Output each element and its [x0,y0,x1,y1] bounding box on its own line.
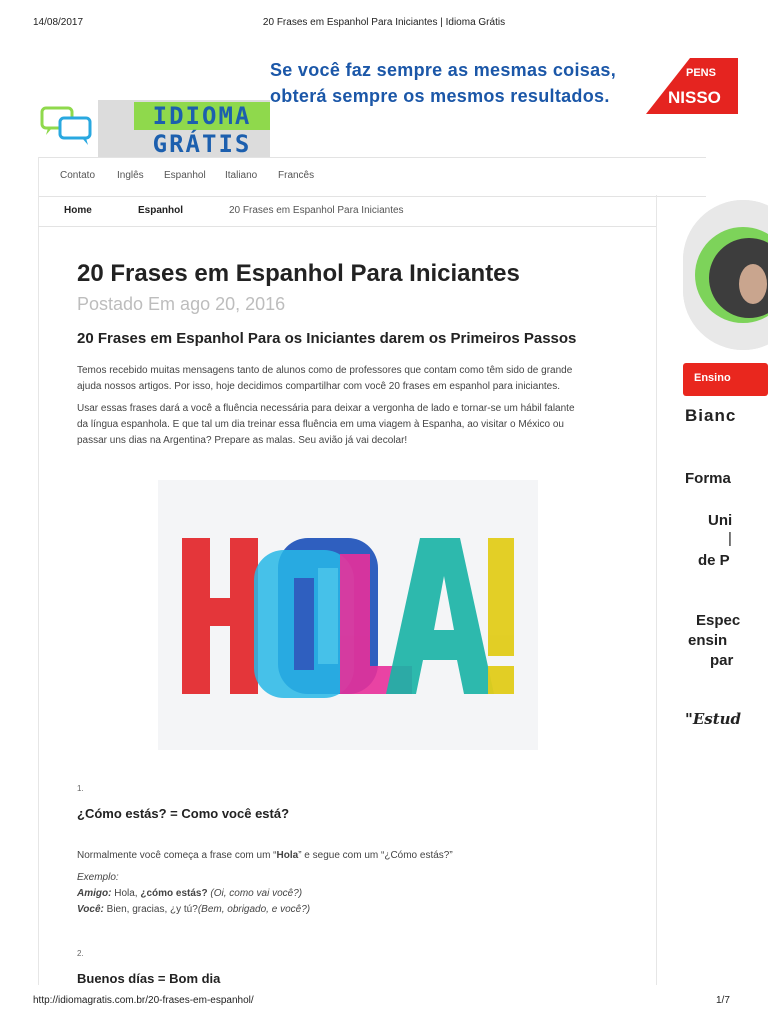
breadcrumb-home[interactable]: Home [64,205,92,216]
nav-item-contato[interactable]: Contato [60,170,96,181]
author-avatar[interactable] [683,200,768,350]
intro-paragraph-1-line1: Temos recebido muitas mensagens tanto de alunos como de professores que contam como têm sido de grande [77,365,573,376]
article-subtitle: 20 Frases em Espanhol Para os Iniciantes darem os Primeiros Passos [77,330,577,347]
banner-flag-text2: NISSO [668,88,721,107]
intro-paragraph-2-line2: da língua espanhola. E que tal um dia treinar essa fluência em uma viagem à Espanha, ao visitar o México ou [77,419,564,430]
breadcrumb-category[interactable]: Espanhol [138,205,184,216]
hola-image [158,480,538,750]
print-title: 20 Frases em Espanhol Para Iniciantes | Idioma Grátis [262,17,506,28]
example-line-1 [77,886,310,902]
intro-paragraph-2-line1: Usar essas frases dará a você a fluência necessária para deixar a vergonha de lado e tornar-se um hábil falante [77,403,575,414]
logo-text-gratis: GRÁTIS [152,130,252,158]
sidebar-quote: "Estud [685,710,742,728]
sidebar-uni: Uni [708,512,733,529]
post-date: Postado Em ago 20, 2016 [77,294,286,314]
author-badge-text: Ensino [694,372,731,384]
logo-text-idioma: IDIOMA [134,102,270,130]
breadcrumb-current: 20 Frases em Espanhol Para Iniciantes [229,205,404,216]
sidebar-pipe: | [728,530,732,547]
print-url: http://idiomagratis.com.br/20-frases-em-espanhol/ [33,995,254,1006]
item-1-text-bold: Hola [276,850,299,861]
example-line-2 [77,902,310,918]
article-title: 20 Frases em Espanhol Para Iniciantes [77,260,520,287]
print-date: 14/08/2017 [33,17,84,28]
example-line-1-bold: ¿cómo estás? [140,888,208,899]
sidebar-formacao: Forma [685,470,731,487]
example-line-2-translation: (Bem, obrigado, e você?) [197,904,311,915]
content-right-border [656,195,657,985]
chat-bubbles-icon [38,100,98,158]
sidebar-ensino: ensin [688,632,728,649]
intro-paragraph-1 [77,363,622,395]
item-1-example [77,870,310,918]
nav-item-espanhol[interactable]: Espanhol [164,170,206,181]
banner-quote[interactable] [270,57,660,109]
main-nav [38,157,706,197]
banner-quote-line2: obterá sempre os mesmos resultados. [270,86,610,106]
hola-letters [158,480,538,750]
example-line-1-speaker: Amigo: [77,888,112,899]
item-1-heading: ¿Cómo estás? = Como você está? [77,806,290,821]
sidebar-de: de P [698,552,730,569]
nav-item-ingles[interactable]: Inglês [117,170,144,181]
example-label: Exemplo: [77,872,119,883]
author-photo [683,200,768,350]
site-logo[interactable] [38,100,270,158]
sidebar-para: par [710,652,734,669]
item-1-text-after: ” e segue com um “¿Cómo estás?” [298,850,453,861]
author-name: Bianc [685,406,737,425]
item-1-text-before: Normalmente você começa a frase com um “ [77,850,277,861]
example-line-1-text: Hola, [111,888,141,899]
intro-paragraph-2 [77,401,622,449]
intro-paragraph-2-line3: passar uns dias na Argentina? Prepare as malas. Seu avião já vai decolar! [77,435,408,446]
banner-flag[interactable] [646,58,738,114]
item-1-number: 1. [77,784,84,793]
example-line-2-speaker: Você: [77,904,104,915]
nav-item-italiano[interactable]: Italiano [225,170,258,181]
nav-item-frances[interactable]: Francês [278,170,315,181]
intro-paragraph-1-line2: ajuda nossos artigos. Por isso, hoje decidimos compartilhar com você 20 frases em espanhol para iniciantes. [77,381,561,392]
sidebar-espec: Espec [696,612,741,629]
item-1-description [77,848,453,864]
item-2-number: 2. [77,949,84,958]
example-line-1-translation: (Oi, como vai você?) [207,888,303,899]
item-2-heading: Buenos días = Bom dia [77,971,221,986]
example-line-2-text: Bien, gracias, ¿y tú? [103,904,198,915]
banner-quote-line1: Se você faz sempre as mesmas coisas, [270,60,617,80]
print-page-number: 1/7 [716,995,730,1006]
content-left-border [38,157,39,985]
breadcrumb [38,196,656,227]
banner-flag-text1: PENS [686,67,716,79]
